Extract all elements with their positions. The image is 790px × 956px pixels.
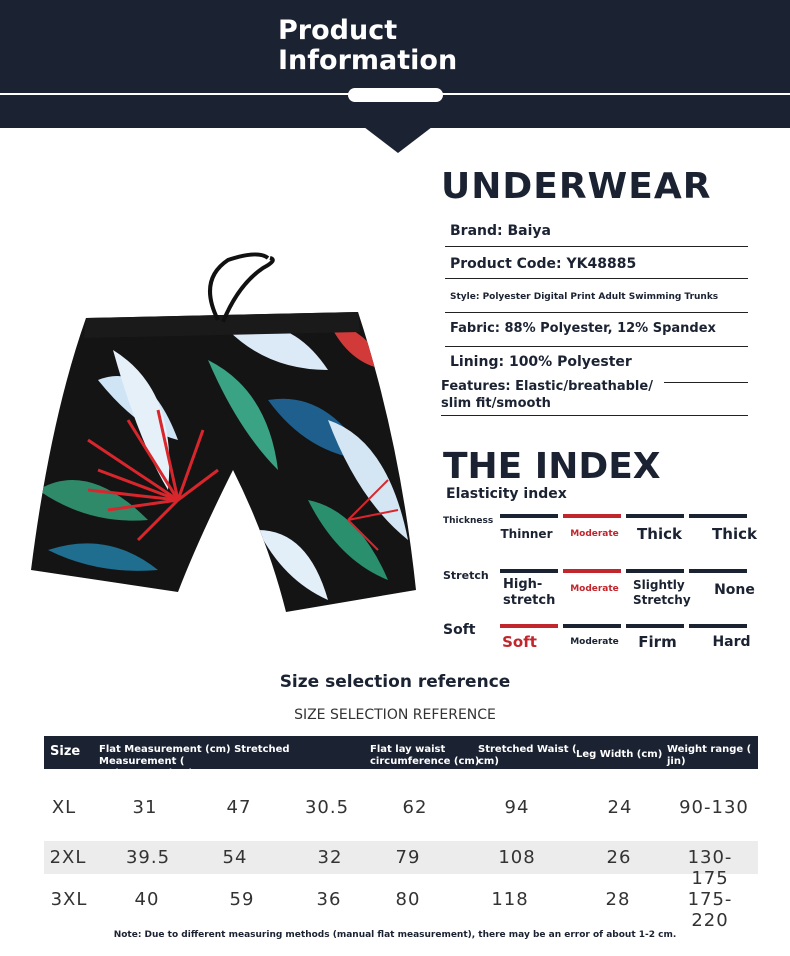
index-bar [563, 624, 621, 628]
index-option: Thinner [500, 527, 553, 541]
size-section-subtitle: SIZE SELECTION REFERENCE [294, 707, 496, 723]
index-option: Thick [637, 525, 682, 543]
cell: 32 [317, 847, 343, 868]
cell: 79 [395, 847, 421, 868]
size-table-header [44, 736, 758, 779]
cell: 28 [605, 889, 631, 910]
index-heading: THE INDEX [443, 446, 661, 487]
header-size: Size [50, 744, 81, 759]
spec-features [441, 378, 748, 416]
cell: 90-130 [679, 797, 749, 818]
cell: 30.5 [304, 797, 350, 818]
cell-size: 3XL [50, 889, 88, 910]
spec-lining: Lining: 100% Polyester [450, 354, 632, 370]
index-bar-selected [563, 569, 621, 573]
header-weight-line-1: Weight range ( [667, 744, 752, 755]
index-bar [500, 514, 558, 518]
header-waist-line-1: Flat lay waist [370, 744, 446, 755]
page-title [278, 16, 457, 76]
cell: 94 [504, 797, 530, 818]
features-line-1: Features: Elastic/breathable/ [441, 379, 653, 394]
index-label-soft: Soft [443, 622, 476, 638]
measurement-note: Note: Due to different measuring methods (manual flat measurement), there may be an error of about 1-2 cm. [113, 930, 677, 940]
spec-brand: Brand: Baiya [445, 218, 748, 247]
header-weight-line-2: jin) [667, 756, 686, 767]
index-bar [689, 569, 747, 573]
cell: 108 [498, 847, 536, 868]
cell: 175-220 [687, 889, 733, 931]
header-weight-range [667, 744, 751, 768]
cell: 54 [222, 847, 248, 868]
header-stretched-waist-line-1: Stretched Waist ( [478, 744, 577, 755]
size-section-title: Size selection reference [279, 672, 511, 692]
spec-product-code: Product Code: YK48885 [445, 251, 748, 279]
elasticity-subheading: Elasticity index [446, 486, 567, 502]
specs-heading: UNDERWEAR [441, 166, 712, 207]
header-waist-line-2: circumference (cm) [370, 756, 480, 767]
banner-pill-decoration [348, 88, 443, 102]
index-option: High-stretch [503, 577, 556, 608]
header-flat-line-1: Flat Measurement (cm) Stretched Measurement ( [99, 744, 290, 767]
cell: 24 [607, 797, 633, 818]
index-bar [626, 514, 684, 518]
index-bar-selected [500, 624, 558, 628]
cell: 36 [316, 889, 342, 910]
cell-size: XL [51, 797, 77, 818]
index-option: Slightly Stretchy [633, 578, 691, 607]
title-line-2: Information [278, 45, 458, 76]
index-bar [626, 569, 684, 573]
header-flat-line-2: cm) Inseam (cm) [99, 768, 194, 779]
banner-notch-arrow [364, 127, 432, 153]
cell: 118 [491, 889, 529, 910]
index-option-selected: Moderate [570, 584, 619, 594]
cell: 26 [606, 847, 632, 868]
cell: 31 [132, 797, 158, 818]
index-option: Thick [712, 525, 757, 543]
index-option: Moderate [570, 637, 619, 647]
cell: 40 [134, 889, 160, 910]
index-label-thickness: Thickness [443, 516, 494, 526]
swim-trunks-image [28, 240, 428, 620]
title-line-1: Product [278, 15, 398, 46]
cell: 47 [226, 797, 252, 818]
index-bar [689, 514, 747, 518]
header-flat-waist [370, 744, 479, 768]
index-option: Firm [638, 633, 677, 651]
cell: 130-175 [687, 847, 733, 889]
header-stretched-waist-line-2: cm) [478, 756, 499, 767]
index-label-stretch: Stretch [443, 569, 489, 582]
cell: 39.5 [125, 847, 171, 868]
index-bar [689, 624, 747, 628]
features-rule [664, 382, 748, 383]
spec-style: Style: Polyester Digital Print Adult Swimming Trunks [445, 284, 748, 313]
spec-fabric: Fabric: 88% Polyester, 12% Spandex [445, 317, 748, 347]
cell: 62 [402, 797, 428, 818]
index-bar-selected [563, 514, 621, 518]
header-stretched-waist [478, 744, 577, 768]
features-line-2: slim fit/smooth [441, 396, 551, 411]
header-leg-width: Leg Width (cm) [576, 749, 663, 760]
index-bar [626, 624, 684, 628]
index-option: Hard [712, 634, 751, 650]
index-bar [500, 569, 558, 573]
header-flat-stretched-inseam [99, 744, 359, 780]
index-option-selected: Moderate [570, 529, 619, 539]
cell: 80 [395, 889, 421, 910]
cell-size: 2XL [49, 847, 87, 868]
index-option: None [714, 582, 755, 598]
index-option-selected: Soft [502, 633, 537, 651]
cell: 59 [229, 889, 255, 910]
